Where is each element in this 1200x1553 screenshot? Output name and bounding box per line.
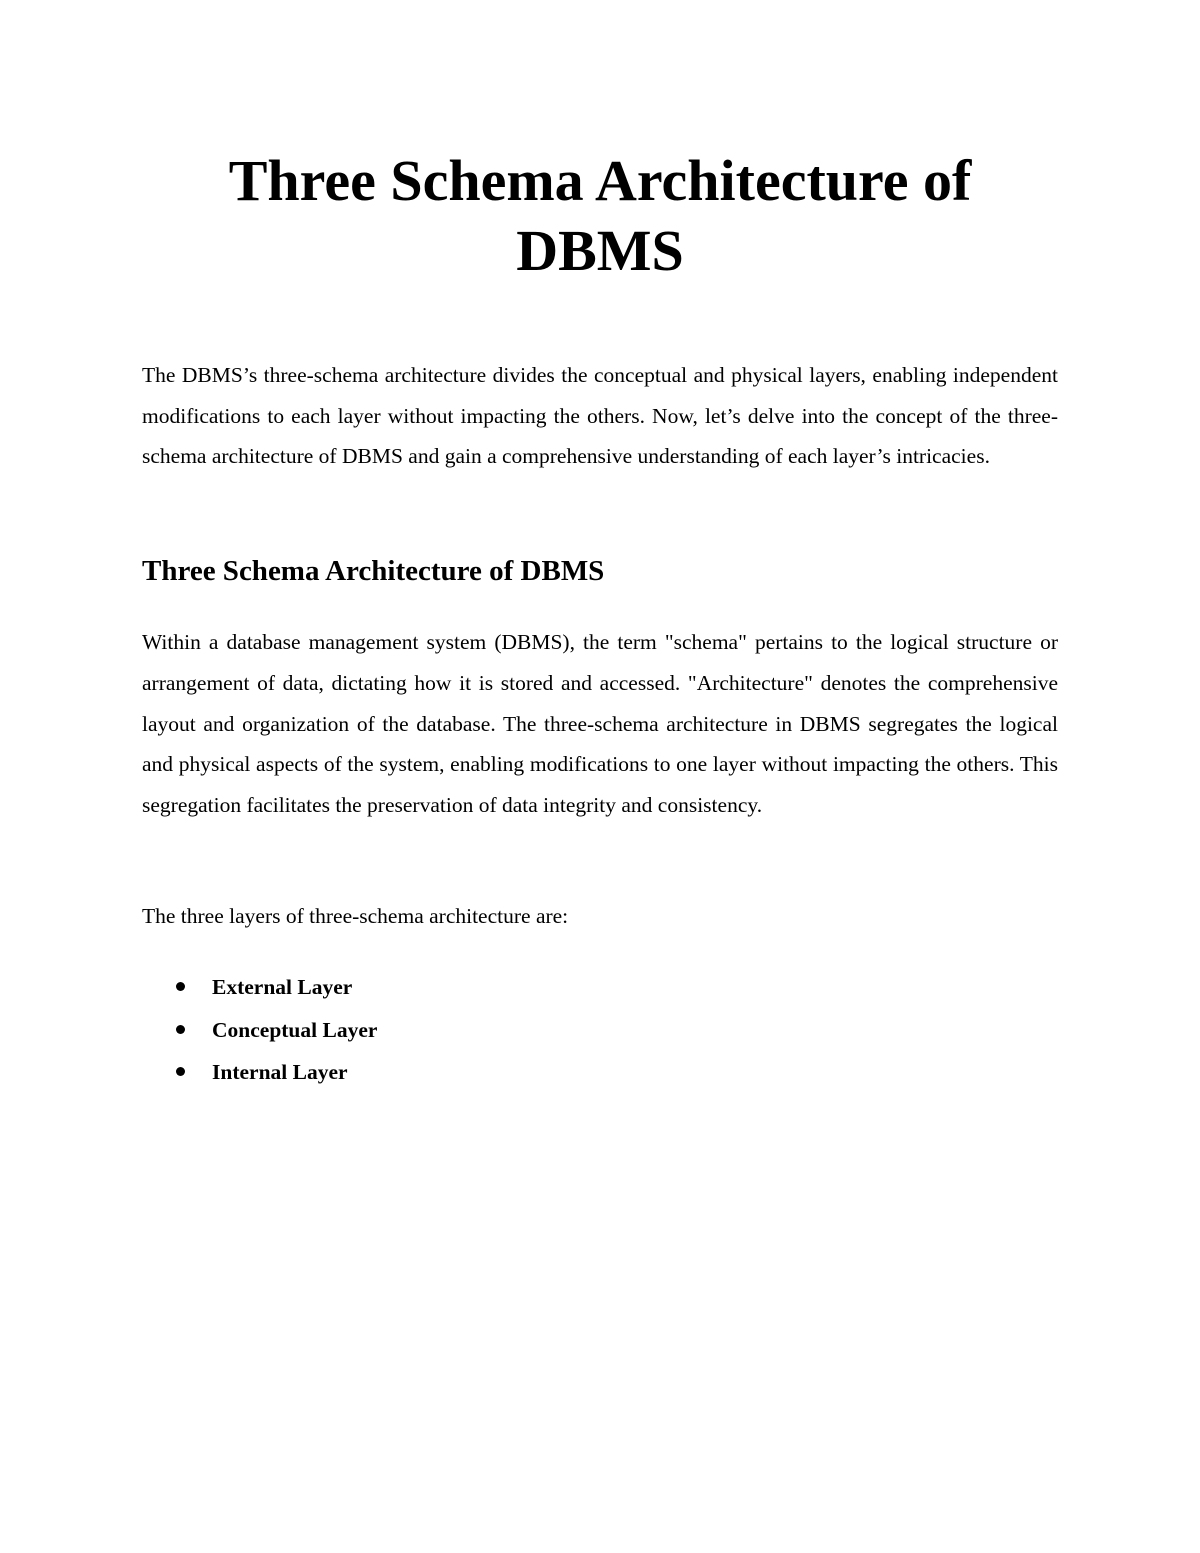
bullet-icon	[176, 982, 185, 991]
list-item	[142, 966, 377, 1009]
bullet-icon	[176, 1025, 185, 1034]
page-title	[142, 146, 1058, 286]
list-item	[142, 1009, 377, 1052]
list-item-label: External Layer	[212, 975, 353, 999]
list-item-label: Conceptual Layer	[212, 1017, 378, 1042]
section-paragraph: Within a database management system (DBMS), the term "schema" pertains to the logical structure or arrangement of data, dictating how it is stored and accessed. "Architecture" denotes the comprehensive layout and organization of the database. The three-schema architecture in DBMS segregates the logical and physical aspects of the system, enabling modifications to one layer without impacting the others. This segregation facilitates the preservation of data integrity and consistency.	[142, 630, 1058, 818]
page-title-line-2: DBMS	[516, 218, 684, 283]
page-title-line-1: Three Schema Architecture of	[228, 148, 972, 213]
intro-paragraph: The DBMS’s three-schema architecture divides the conceptual and physical layers, enabling independent modifications to each layer without impacting the others. Now, let’s delve into the concept of the three-schema architecture of DBMS and gain a comprehensive understanding of each layer’s intricacies.	[142, 363, 1058, 468]
layer-list	[142, 966, 377, 1094]
list-item	[142, 1051, 377, 1094]
layers-intro-text: The three layers of three-schema architecture are:	[142, 904, 569, 928]
bullet-icon	[176, 1067, 185, 1076]
list-item-label: Internal Layer	[212, 1060, 348, 1084]
section-heading: Three Schema Architecture of DBMS	[142, 555, 605, 587]
